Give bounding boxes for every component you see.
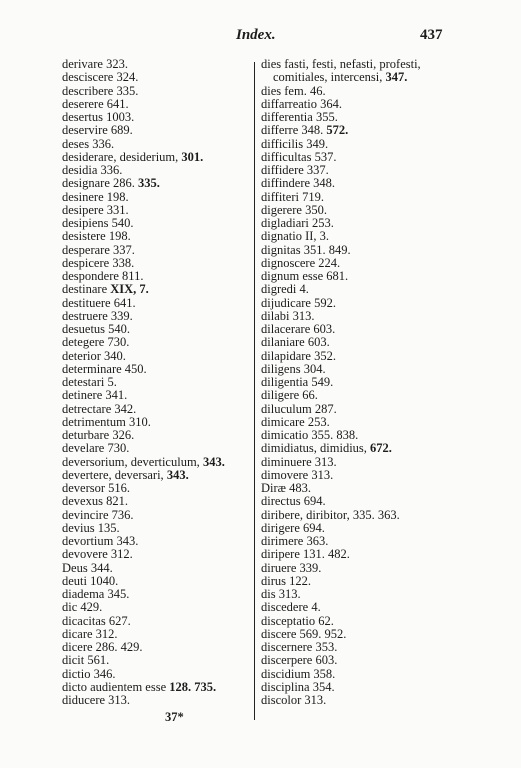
index-entry <box>261 681 461 694</box>
page-header <box>0 27 521 49</box>
entry-text: deuti 1040. <box>62 573 119 588</box>
entry-text: detrimentum 310. <box>62 414 151 429</box>
index-entry <box>62 668 252 681</box>
index-entry <box>62 522 252 535</box>
entry-text: Diræ 483. <box>261 481 311 495</box>
signature-mark: 37* <box>165 710 184 724</box>
index-entry <box>261 177 461 190</box>
entry-text: desistere 198. <box>62 229 131 244</box>
entry-text: desipere 331. <box>62 202 129 217</box>
index-entry <box>261 628 461 641</box>
entry-text: devortium 343. <box>62 534 139 548</box>
entry-page-ref: XIX, 7. <box>110 282 149 297</box>
entry-text: discere 569. 952. <box>261 626 347 641</box>
entry-page-ref: 335. <box>138 176 160 191</box>
entry-text: dilapidare 352. <box>261 348 336 363</box>
entry-text: desidia 336. <box>62 163 123 177</box>
index-entry <box>62 389 252 402</box>
entry-text: dictio 346. <box>62 666 116 681</box>
index-entry <box>62 535 252 548</box>
entry-text: dic 429. <box>62 600 103 615</box>
index-entry <box>261 482 461 495</box>
entry-text: diligens 304. <box>261 361 326 376</box>
index-entry <box>261 138 461 151</box>
index-entry <box>261 244 461 257</box>
entry-text: desipiens 540. <box>62 216 134 230</box>
entry-text: diruere 339. <box>261 560 322 575</box>
index-entry <box>62 694 252 707</box>
entry-text: dies fem. 46. <box>261 83 326 98</box>
index-entry <box>62 164 252 177</box>
entry-text: difficilis 349. <box>261 136 329 151</box>
index-entry <box>261 694 461 707</box>
index-entry <box>261 654 461 667</box>
index-entry <box>62 588 252 601</box>
index-entry <box>62 257 252 270</box>
entry-text: deses 336. <box>62 136 115 151</box>
index-entry <box>62 482 252 495</box>
entry-text: dicit 561. <box>62 653 110 668</box>
index-entry <box>62 71 252 84</box>
index-entry <box>62 601 252 614</box>
index-entry <box>62 217 252 230</box>
entry-text: dimicare 253. <box>261 414 330 429</box>
entry-text: digladiari 253. <box>261 216 334 230</box>
index-entry <box>261 575 461 588</box>
index-entry <box>62 111 252 124</box>
index-entry <box>62 442 252 455</box>
index-column-right <box>261 58 461 707</box>
index-entry <box>62 469 252 482</box>
index-entry <box>261 217 461 230</box>
entry-text: diffiteri 719. <box>261 189 324 204</box>
index-entry <box>261 191 461 204</box>
entry-text: discidium 358. <box>261 666 336 681</box>
entry-text: diribere, diribitor, 335. 363. <box>261 507 400 522</box>
index-entry <box>62 363 252 376</box>
index-column-left <box>62 58 252 707</box>
entry-text: comitiales, intercensi, <box>273 70 386 85</box>
entry-text: digredi 4. <box>261 282 309 297</box>
index-entry <box>62 654 252 667</box>
index-entry <box>62 98 252 111</box>
index-entry <box>62 416 252 429</box>
entry-text: directus 694. <box>261 494 326 509</box>
entry-text: deversorium, deverticulum, <box>62 454 203 469</box>
index-entry <box>261 641 461 654</box>
index-entry <box>261 495 461 508</box>
entry-text: dicacitas 627. <box>62 613 131 628</box>
entry-text: dicere 286. 429. <box>62 640 143 654</box>
entry-page-ref: 128. 735. <box>169 679 217 694</box>
entry-text: dilabi 313. <box>261 308 315 323</box>
entry-text: detestari 5. <box>62 375 117 389</box>
entry-text: difficultas 537. <box>261 149 337 164</box>
index-entry <box>261 58 461 71</box>
index-entry <box>261 124 461 137</box>
index-entry <box>261 416 461 429</box>
index-entry <box>62 575 252 588</box>
index-entry <box>62 138 252 151</box>
index-entry <box>261 151 461 164</box>
index-entry <box>261 588 461 601</box>
index-entry <box>261 522 461 535</box>
index-entry <box>62 429 252 442</box>
entry-text: discernere 353. <box>261 640 338 654</box>
entry-text: despicere 338. <box>62 255 135 270</box>
entry-text: dignitas 351. 849. <box>261 242 351 257</box>
index-entry <box>62 85 252 98</box>
entry-text: diripere 131. 482. <box>261 547 350 562</box>
entry-text: dilaniare 603. <box>261 335 330 350</box>
index-entry <box>62 403 252 416</box>
index-entry <box>62 58 252 71</box>
entry-text: destruere 339. <box>62 308 133 323</box>
index-entry <box>261 98 461 111</box>
entry-text: dirigere 694. <box>261 520 325 535</box>
index-entry <box>261 601 461 614</box>
running-title: Index. <box>236 27 276 43</box>
index-entry <box>261 164 461 177</box>
entry-text: disciplina 354. <box>261 679 335 694</box>
entry-text: diligere 66. <box>261 388 318 403</box>
index-entry <box>261 323 461 336</box>
entry-text: dignatio II, 3. <box>261 229 330 244</box>
entry-text: dirus 122. <box>261 573 311 588</box>
page-number: 437 <box>420 27 443 43</box>
index-entry <box>261 85 461 98</box>
entry-text: desinere 198. <box>62 189 129 204</box>
entry-text: Deus 344. <box>62 560 113 575</box>
index-entry <box>261 456 461 469</box>
entry-text: desuetus 540. <box>62 322 131 336</box>
entry-text: detinere 341. <box>62 388 128 403</box>
entry-text: discolor 313. <box>261 693 327 707</box>
entry-text: diffarreatio 364. <box>261 96 342 111</box>
index-entry <box>261 429 461 442</box>
entry-text: desertus 1003. <box>62 110 135 124</box>
index-entry <box>62 509 252 522</box>
index-entry <box>62 151 252 164</box>
entry-text: dies fasti, festi, nefasti, profesti, <box>261 57 421 71</box>
entry-text: deservire 689. <box>62 123 133 138</box>
entry-text: devertere, deversari, <box>62 467 167 482</box>
entry-text: deturbare 326. <box>62 428 135 442</box>
index-entry <box>261 389 461 402</box>
index-entry <box>261 310 461 323</box>
entry-text: diminuere 313. <box>261 454 337 469</box>
index-entry <box>62 548 252 561</box>
index-entry <box>62 191 252 204</box>
entry-page-ref: 301. <box>181 149 204 164</box>
entry-text: destituere 641. <box>62 295 136 310</box>
entry-text: deserere 641. <box>62 96 129 111</box>
entry-text: differre 348. <box>261 123 327 138</box>
index-entry <box>62 124 252 137</box>
entry-text: derivare 323. <box>62 57 128 71</box>
entry-text: devius 135. <box>62 520 120 535</box>
index-entry <box>261 562 461 575</box>
entry-page-ref: 347. <box>385 70 408 85</box>
index-entry <box>261 336 461 349</box>
index-entry <box>261 204 461 217</box>
entry-text: despondere 811. <box>62 269 144 283</box>
index-entry <box>62 323 252 336</box>
index-entry <box>261 403 461 416</box>
index-entry <box>62 230 252 243</box>
entry-text: diffidere 337. <box>261 163 329 177</box>
index-entry <box>261 270 461 283</box>
index-entry <box>261 668 461 681</box>
entry-text: dicare 312. <box>62 626 118 641</box>
index-entry <box>261 297 461 310</box>
entry-text: diligentia 549. <box>261 375 334 389</box>
index-entry <box>62 495 252 508</box>
entry-page-ref: 343. <box>166 467 189 482</box>
entry-text: deversor 516. <box>62 481 131 495</box>
index-entry <box>62 641 252 654</box>
entry-text: dirimere 363. <box>261 534 329 548</box>
entry-text: deterior 340. <box>62 348 126 363</box>
index-entry <box>261 376 461 389</box>
index-entry <box>62 310 252 323</box>
index-entry <box>261 535 461 548</box>
entry-page-ref: 572. <box>326 123 349 138</box>
index-entry <box>62 270 252 283</box>
index-entry <box>62 244 252 257</box>
index-entry <box>62 562 252 575</box>
index-entry <box>261 230 461 243</box>
index-entry <box>261 442 461 455</box>
entry-text: diluculum 287. <box>261 401 337 416</box>
index-entry <box>62 336 252 349</box>
entry-page-ref: 343. <box>202 454 225 469</box>
entry-text: develare 730. <box>62 441 130 456</box>
index-entry <box>261 257 461 270</box>
entry-text: digerere 350. <box>261 202 327 217</box>
entry-text: designare 286. <box>62 176 139 191</box>
index-entry <box>62 681 252 694</box>
column-divider <box>254 62 255 720</box>
index-entry <box>261 469 461 482</box>
index-entry <box>62 376 252 389</box>
entry-text: dicto audientem esse <box>62 679 170 694</box>
entry-text: devexus 821. <box>62 494 128 509</box>
entry-text: dignoscere 224. <box>261 255 341 270</box>
index-entry <box>62 628 252 641</box>
entry-text: differentia 355. <box>261 110 338 124</box>
entry-text: determinare 450. <box>62 361 147 376</box>
entry-text: dilacerare 603. <box>261 322 336 336</box>
entry-text: desciscere 324. <box>62 70 139 85</box>
index-entry <box>62 283 252 296</box>
entry-text: disceptatio 62. <box>261 613 334 628</box>
entry-text: diducere 313. <box>62 693 131 707</box>
entry-text: dimicatio 355. 838. <box>261 428 359 442</box>
index-entry <box>261 350 461 363</box>
entry-text: destinare <box>62 282 111 297</box>
entry-text: dis 313. <box>261 587 301 601</box>
index-entry <box>261 71 461 84</box>
index-entry <box>261 363 461 376</box>
index-entry <box>62 204 252 217</box>
index-entry <box>261 283 461 296</box>
entry-page-ref: 672. <box>370 441 392 456</box>
index-entry <box>62 297 252 310</box>
entry-text: devovere 312. <box>62 547 133 562</box>
entry-text: discerpere 603. <box>261 653 338 668</box>
entry-text: desperare 337. <box>62 242 135 257</box>
entry-text: diadema 345. <box>62 587 130 601</box>
index-entry <box>62 615 252 628</box>
index-entry <box>62 350 252 363</box>
entry-text: detrectare 342. <box>62 401 137 416</box>
index-entry <box>261 615 461 628</box>
index-entry <box>62 456 252 469</box>
entry-text: describere 335. <box>62 83 139 98</box>
entry-text: dimovere 313. <box>261 467 334 482</box>
entry-text: dimidiatus, dimidius, <box>261 441 371 456</box>
entry-text: discedere 4. <box>261 600 321 615</box>
entry-text: devincire 736. <box>62 507 134 522</box>
entry-text: dignum esse 681. <box>261 269 349 283</box>
entry-text: desiderare, desiderium, <box>62 149 182 164</box>
index-entry <box>261 509 461 522</box>
entry-text: diffindere 348. <box>261 176 336 191</box>
index-entry <box>261 111 461 124</box>
entry-text: dijudicare 592. <box>261 295 336 310</box>
index-entry <box>261 548 461 561</box>
index-entry <box>62 177 252 190</box>
entry-text: detegere 730. <box>62 335 130 350</box>
